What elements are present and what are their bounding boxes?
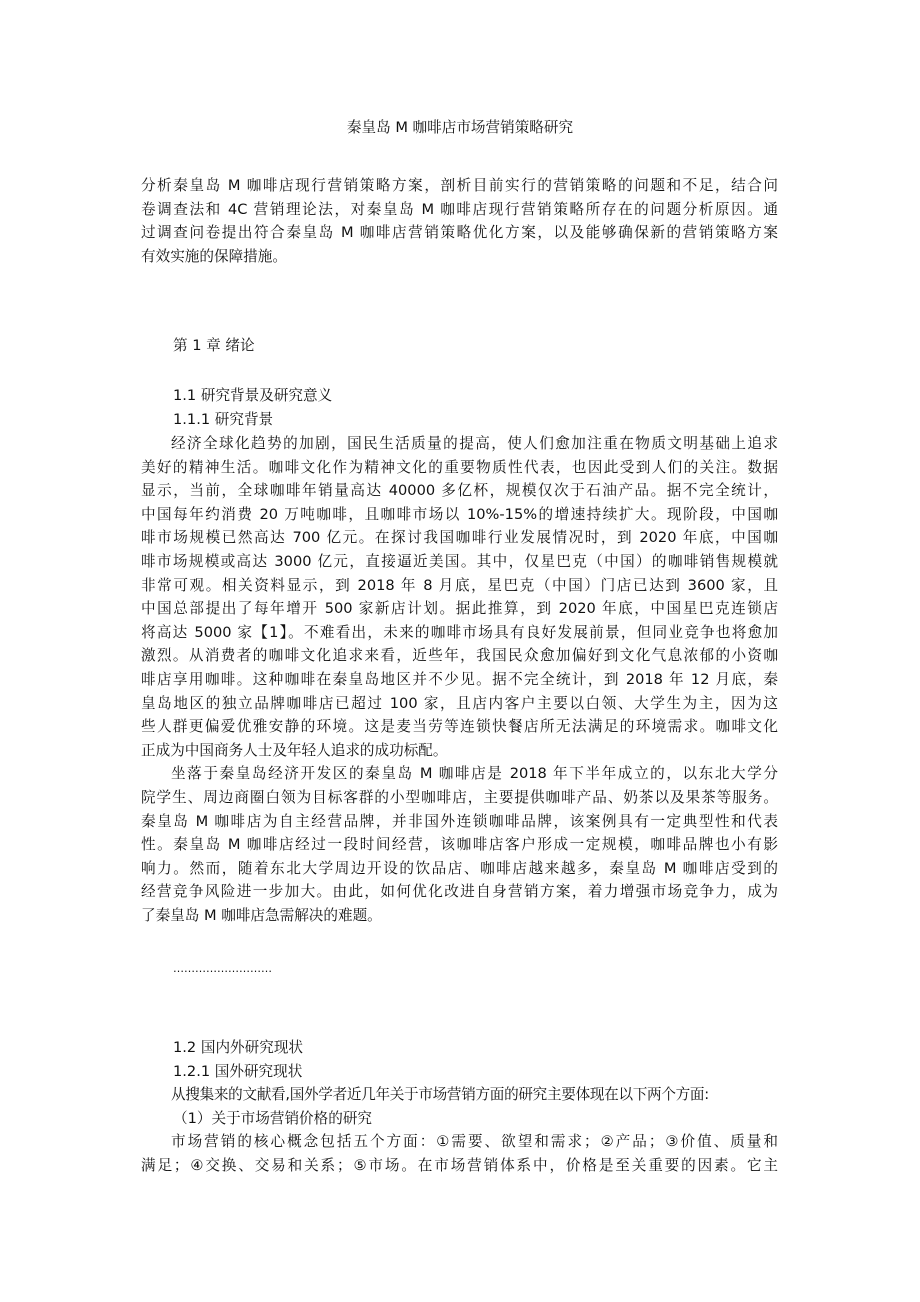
para-line: 啡市场规模或高达 3000 亿元，直接逼近美国。其中，仅星巴克（中国）的咖啡销售规模就 — [141, 552, 778, 570]
section-heading-1-1-1: 1.1.1 研究背景 — [173, 410, 274, 428]
para-line: 经济全球化趋势的加剧，国民生活质量的提高，使人们愈加注重在物质文明基础上追求 — [171, 435, 778, 452]
ellipsis: ……………………… — [173, 962, 272, 975]
para-line: 满足；④交换、交易和关系；⑤市场。在市场营销体系中，价格是至关重要的因素。它主 — [141, 1156, 778, 1174]
para-line: 非常可观。相关资料显示，到 2018 年 8 月底，星巴克（中国）门店已达到 3600 家，且 — [141, 576, 778, 594]
para-line: 啡市场规模已然高达 700 亿元。在探讨我国咖啡行业发展情况时，到 2020 年底，中国咖 — [141, 529, 778, 547]
abstract-line: 有效实施的保障措施。 — [141, 247, 287, 265]
para-line: 中国每年约消费 20 万吨咖啡，且咖啡市场以 10%-15%的增速持续扩大。现阶段，中国咖 — [141, 505, 778, 523]
paragraph-background — [141, 432, 778, 927]
abstract-line: 分析秦皇岛 M 咖啡店现行营销策略方案，剖析目前实行的营销策略的问题和不足，结合问 — [141, 177, 778, 194]
para-line: 坐落于秦皇岛经济开发区的秦皇岛 M 咖啡店是 2018 年下半年成立的，以东北大学分 — [171, 765, 778, 783]
para-line: 些人群更偏爱优雅安静的环境。这是麦当劳等连锁快餐店所无法满足的环境需求。咖啡文化 — [141, 718, 778, 736]
section-heading-1-2: 1.2 国内外研究现状 — [173, 1039, 304, 1056]
para-line: 秦皇岛 M 咖啡店为自主经营品牌，并非国外连锁咖啡品牌，该案例具有一定典型性和代表 — [141, 812, 778, 830]
para-line: 性。秦皇岛 M 咖啡店经过一段时间经营，该咖啡店客户形成一定规模，咖啡品牌也小有影 — [141, 836, 778, 854]
para-line: 将高达 5000 家【1】。不难看出，未来的咖啡市场具有良好发展前景，但同业竞争也将愈加 — [141, 623, 778, 641]
para-line: 啡店享用咖啡。这种咖啡在秦皇岛地区并不少见。据不完全统计，到 2018 年 12 月底，秦 — [141, 670, 778, 688]
para-line: 显示，当前，全球咖啡年销量高达 40000 多亿杯，规模仅次于石油产品。据不完全统计， — [141, 482, 778, 500]
para-line: 市场营销的核心概念包括五个方面：①需要、欲望和需求；②产品；③价值、质量和 — [171, 1133, 778, 1151]
section-heading-1-1: 1.1 研究背景及研究意义 — [173, 387, 333, 404]
chapter-heading: 第 1 章 绪论 — [173, 337, 255, 354]
para-line: 了秦皇岛 M 咖啡店急需解决的难题。 — [141, 906, 382, 924]
para-line: 从搜集来的文献看,国外学者近几年关于市场营销方面的研究主要体现在以下两个方面: — [171, 1086, 709, 1104]
para-line: 院学生、周边商圈白领为目标客群的小型咖啡店，主要提供咖啡产品、奶茶以及果茶等服务。 — [141, 788, 778, 806]
para-line: 响力。然而，随着东北大学周边开设的饮品店、咖啡店越来越多，秦皇岛 M 咖啡店受到的 — [141, 859, 778, 877]
para-line: 激烈。从消费者的咖啡文化追求来看，近些年，我国民众愈加偏好到文化气息浓郁的小资咖 — [141, 647, 778, 665]
para-line: 中国总部提出了每年增开 500 家新店计划。据此推算，到 2020 年底，中国星巴克连锁店 — [141, 600, 778, 618]
para-line: 经营竞争风险进一步加大。由此，如何优化改进自身营销方案，着力增强市场竞争力，成为 — [141, 883, 778, 901]
abstract-line: 过调查问卷提出符合秦皇岛 M 咖啡店营销策略优化方案，以及能够确保新的营销策略方案 — [141, 224, 778, 242]
abstract — [141, 174, 778, 268]
list-item-heading: （1）关于市场营销价格的研究 — [173, 1109, 373, 1127]
para-line: 美好的精神生活。咖啡文化作为精神文化的重要物质性代表，也因此受到人们的关注。数据 — [141, 458, 778, 476]
abstract-line: 卷调查法和 4C 营销理论法，对秦皇岛 M 咖啡店现行营销策略所存在的问题分析原因。通 — [141, 200, 778, 218]
section-heading-1-2-1: 1.2.1 国外研究现状 — [173, 1062, 303, 1080]
para-line: 皇岛地区的独立品牌咖啡店已超过 100 家，且店内客户主要以白领、大学生为主，因为这 — [141, 694, 778, 712]
para-line: 正成为中国商务人士及年轻人追求的成功标配。 — [141, 741, 448, 759]
document-title: 秦皇岛 M 咖啡店市场营销策略研究 — [346, 119, 574, 136]
